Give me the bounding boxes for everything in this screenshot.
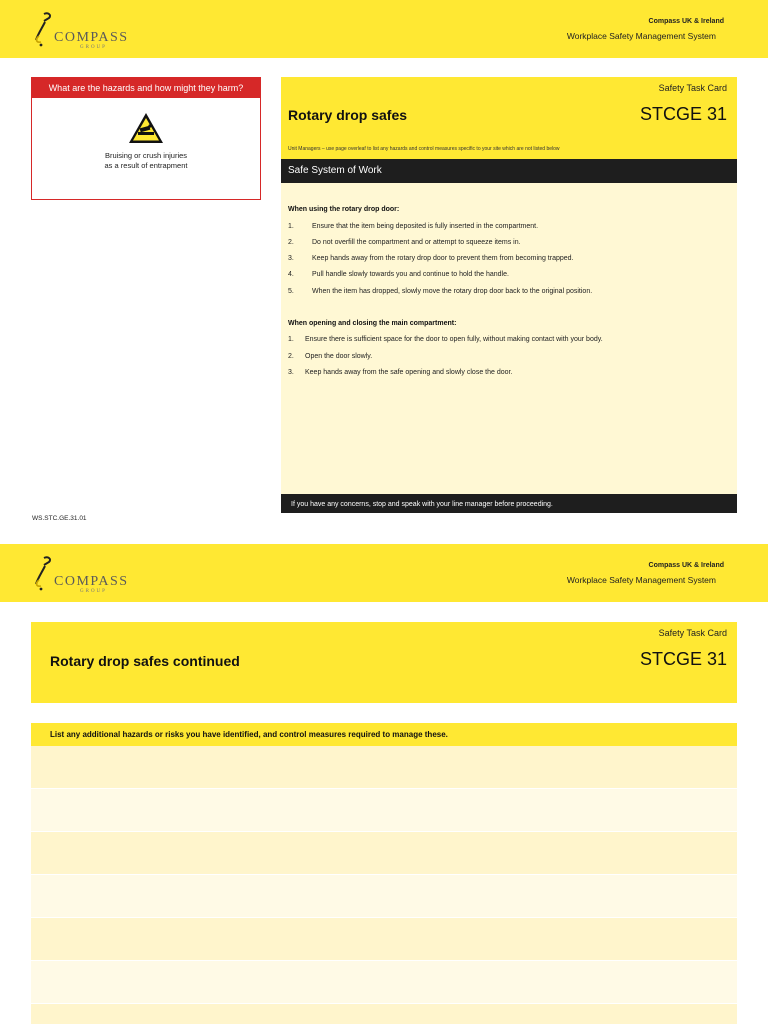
hazard-text-line2: as a result of entrapment (104, 161, 188, 170)
card-title: Rotary drop safes (288, 107, 408, 123)
continued-card-header (31, 622, 737, 703)
card-type-label: Safety Task Card (658, 83, 727, 93)
section1-heading: When using the rotary drop door: (288, 206, 400, 213)
table-row[interactable] (31, 746, 737, 788)
hazard-heading: What are the hazards and how might they harm? (32, 78, 260, 98)
hazard-description (32, 151, 260, 171)
compass-logo (32, 12, 142, 52)
company-name: Compass UK & Ireland (648, 18, 724, 25)
list-item: 1. Ensure that the item being deposited is fully inserted in the compartment. (288, 223, 539, 230)
table-row[interactable] (31, 832, 737, 874)
compass-logo-mark-icon (32, 12, 56, 52)
hazard-box (31, 77, 261, 200)
document-reference: WS.STC.GE.31.01 (32, 515, 87, 522)
logo-subtext: GROUP (80, 45, 107, 50)
table-row[interactable] (31, 1004, 737, 1024)
logo-wordmark: COMPASS (54, 30, 129, 45)
safety-task-card (281, 77, 737, 513)
system-name: Workplace Safety Management System (566, 31, 716, 41)
section2-heading: When opening and closing the main compartment: (288, 320, 457, 327)
list-item: 2. Do not overfill the compartment and or attempt to squeeze items in. (288, 239, 521, 246)
table-row[interactable] (31, 875, 737, 917)
unit-managers-note: Unit Managers – use page overleaf to list any hazards and control measures specific to your site which are not listed below (288, 146, 560, 152)
list-item: 5. When the item has dropped, slowly move the rotary drop door back to the original position. (288, 288, 593, 295)
compass-logo (32, 556, 142, 596)
table-row[interactable] (31, 789, 737, 831)
concerns-footer: If you have any concerns, stop and speak with your line manager before proceeding. (281, 494, 737, 513)
crush-hazard-warning-icon (128, 112, 164, 144)
card-type-label: Safety Task Card (658, 628, 727, 638)
additional-hazards-heading: List any additional hazards or risks you have identified, and control measures required to manage these. (31, 723, 737, 746)
list-item: 1. Ensure there is sufficient space for the door to open fully, without making contact with your body. (288, 336, 603, 343)
table-row[interactable] (31, 961, 737, 1003)
card-header (281, 77, 737, 159)
hazard-text-line1: Bruising or crush injuries (104, 151, 188, 160)
logo-subtext: GROUP (80, 589, 107, 594)
list-item: 4. Pull handle slowly towards you and continue to hold the handle. (288, 271, 509, 278)
company-name: Compass UK & Ireland (648, 562, 724, 569)
card-title: Rotary drop safes continued (50, 653, 240, 669)
list-item: 3. Keep hands away from the safe opening and slowly close the door. (288, 369, 513, 376)
list-item: 2. Open the door slowly. (288, 353, 373, 360)
list-item: 3. Keep hands away from the rotary drop door to prevent them from becoming trapped. (288, 255, 574, 262)
card-code: STCGE 31 (639, 104, 727, 124)
compass-logo-mark-icon (32, 556, 56, 596)
logo-wordmark: COMPASS (54, 574, 129, 589)
system-name: Workplace Safety Management System (566, 575, 716, 585)
card-code: STCGE 31 (639, 649, 727, 669)
table-row[interactable] (31, 918, 737, 960)
safe-system-of-work-bar: Safe System of Work (281, 159, 737, 183)
